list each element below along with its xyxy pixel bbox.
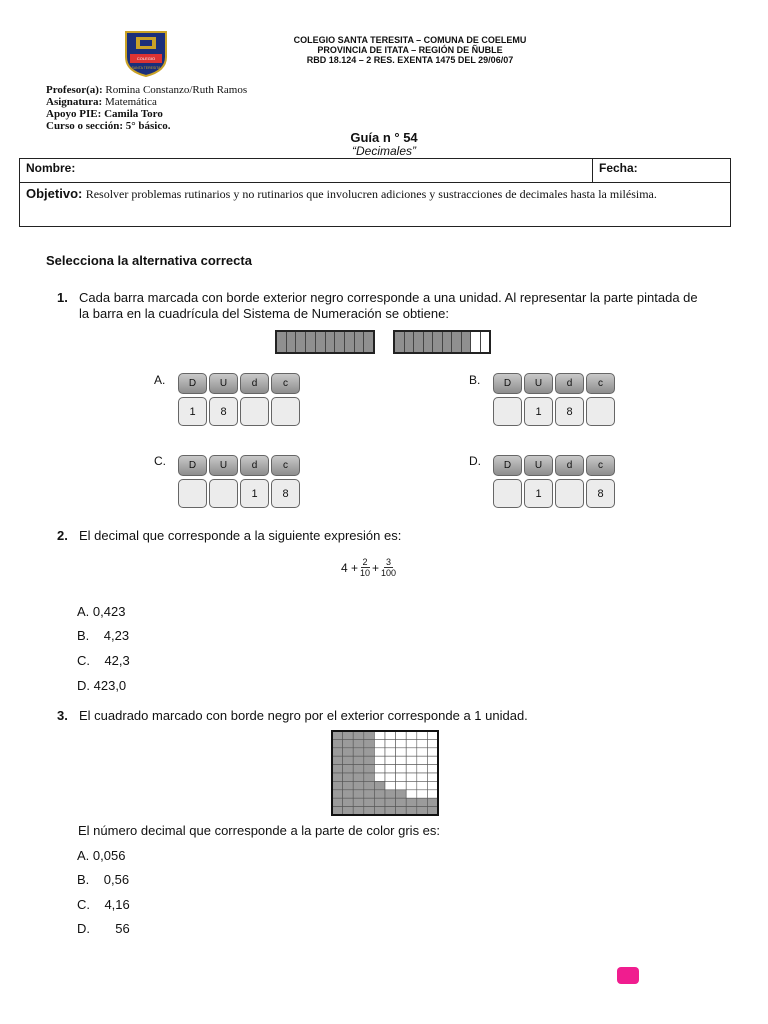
grid-square [417,807,428,815]
objective-cell [20,183,731,227]
header-cell: D [493,373,522,394]
grid-square [353,731,364,739]
grid-square [353,807,364,815]
grid-square [353,773,364,781]
grid-square [417,781,428,789]
subject-label: Asignatura: [46,96,103,108]
q2-expression [341,557,398,578]
guide-title: Guía n ° 54 [350,130,418,145]
q2-option-d[interactable] [77,678,126,693]
guide-subtitle: “Decimales” [351,144,416,158]
grid-square [332,756,343,764]
header-cell: U [209,373,238,394]
grid-square [385,798,396,806]
grid-square [353,765,364,773]
grid-square [364,748,375,756]
grid-square [427,765,438,773]
value-cell: 1 [178,397,207,426]
header-line-2: PROVINCIA DE ITATA – REGIÓN DE ÑUBLE [317,45,503,55]
grid-square [353,739,364,747]
header-cell: U [209,455,238,476]
q3-option-b[interactable] [77,872,129,887]
grid-square [396,731,407,739]
q3-option-a[interactable] [77,848,125,863]
q2-option-a[interactable] [77,604,125,619]
option-letter: A. [77,604,90,619]
teacher-value: Romina Constanzo/Ruth Ramos [105,84,248,96]
header-cell: U [524,373,553,394]
q1-option-c-grid[interactable] [178,455,300,508]
header-cell: c [586,455,615,476]
grid-square [364,731,375,739]
option-value: 0,56 [103,872,130,887]
grid-square [343,773,354,781]
unit-bar-full [275,330,375,354]
grid-square [396,748,407,756]
teacher-label: Profesor(a): [46,84,103,96]
grid-square [385,790,396,798]
numerator: 3 [386,557,392,567]
grid-square [406,765,417,773]
grid-square [406,807,417,815]
grid-square [332,748,343,756]
value-cell: 1 [524,479,553,508]
name-field[interactable] [20,159,593,183]
option-value: 0,423 [92,604,126,619]
value-cell: 1 [524,397,553,426]
grid-square [427,756,438,764]
grid-square [406,739,417,747]
date-field[interactable] [593,159,731,183]
pie-line [46,108,163,120]
svg-text:COLEGIO: COLEGIO [136,56,156,61]
date-label: Fecha: [599,161,638,175]
expr-whole: 4 + [341,560,359,575]
grid-square [406,731,417,739]
hundred-grid [331,730,439,821]
grid-square [427,773,438,781]
objective-text: Resolver problemas rutinarios y no rutinarios que involucren adiciones y sustracciones de decimales hasta la milésima. [85,187,657,201]
grid-square [364,781,375,789]
grid-square [343,765,354,773]
q3-option-d[interactable] [77,921,130,936]
subject-line [46,96,157,108]
grid-square [427,781,438,789]
header-cell: D [178,373,207,394]
grid-square [417,798,428,806]
grid-square [343,807,354,815]
value-cell [586,397,615,426]
q1-option-b-grid[interactable] [493,373,615,426]
grid-square [332,807,343,815]
header-cell: d [240,455,269,476]
grid-square [385,748,396,756]
value-cell [271,397,300,426]
option-value: 423,0 [93,678,127,693]
q1-number: 1. [57,290,68,305]
grid-square [343,748,354,756]
grid-square [396,773,407,781]
grid-square [374,765,385,773]
grid-square [332,790,343,798]
numerator: 2 [362,557,368,567]
header-cell: c [271,455,300,476]
option-value: 4,16 [104,897,130,912]
option-value: 4,23 [103,628,130,643]
pie-label: Apoyo PIE: [46,108,102,120]
value-cell [555,479,584,508]
option-value: 42,3 [104,653,130,668]
grid-square [427,798,438,806]
grid-square [332,739,343,747]
value-cell [240,397,269,426]
grid-square [427,739,438,747]
option-letter: C. [77,897,90,912]
header-cell: c [271,373,300,394]
expr-plus: + [372,560,380,575]
q1-option-b-letter: B. [469,373,481,387]
grid-square [332,765,343,773]
grid-square [364,739,375,747]
grid-square [353,756,364,764]
denominator: 10 [360,568,371,578]
grid-square [417,773,428,781]
grid-square [385,807,396,815]
q2-option-b[interactable] [77,628,129,643]
header-cell: d [240,373,269,394]
q3-number: 3. [57,708,68,723]
student-info-table [19,158,731,227]
grid-square [396,807,407,815]
grid-square [385,739,396,747]
option-letter: B. [77,872,90,887]
grid-square [427,748,438,756]
grid-square [353,781,364,789]
grid-square [385,781,396,789]
grid-square [417,790,428,798]
pie-value: Camila Toro [104,108,163,120]
grid-square [406,781,417,789]
grid-square [343,781,354,789]
grid-square [353,798,364,806]
q3-text: El cuadrado marcado con borde negro por el exterior corresponde a 1 unidad. [79,708,528,723]
grid-square [396,790,407,798]
option-letter: B. [77,628,90,643]
header-cell: d [555,373,584,394]
header-cell: D [178,455,207,476]
grid-square [396,765,407,773]
q1-option-d-grid[interactable] [493,455,615,508]
q1-option-a-letter: A. [154,373,166,387]
grid-square [396,756,407,764]
q1-option-d-letter: D. [469,454,481,468]
subject-value: Matemática [104,96,157,108]
name-label: Nombre: [26,161,76,175]
objective-label: Objetivo: [26,186,83,201]
grid-square [374,773,385,781]
option-letter: D. [77,921,90,936]
grid-square [406,798,417,806]
header-cell: c [586,373,615,394]
grid-square [396,798,407,806]
school-logo [122,29,170,77]
grid-square [427,731,438,739]
grid-square [332,731,343,739]
q2-text: El decimal que corresponde a la siguiente expresión es: [79,528,402,543]
section-title: Selecciona la alternativa correcta [46,253,252,268]
fraction-tenths [360,557,370,578]
option-letter: A. [77,848,90,863]
grid-square [364,798,375,806]
grid-square [417,748,428,756]
q2-option-c[interactable] [77,653,130,668]
value-cell: 8 [586,479,615,508]
option-value: 56 [115,921,130,936]
grid-square [406,756,417,764]
value-cell [493,397,522,426]
grid-square [343,739,354,747]
value-cell: 8 [271,479,300,508]
grid-square [374,748,385,756]
value-cell: 8 [209,397,238,426]
grid-square [427,807,438,815]
grid-square [396,781,407,789]
value-cell [209,479,238,508]
grid-square [406,748,417,756]
grid-square [385,756,396,764]
grid-square [343,790,354,798]
grid-square [417,756,428,764]
fraction-hundredths [381,557,396,578]
grid-square [427,790,438,798]
unit-bar-partial [393,330,491,354]
course-value: 5° básico. [125,120,171,132]
svg-text:SANTA TERESITA: SANTA TERESITA [131,66,161,70]
grid-square [353,790,364,798]
option-value: 0,056 [92,848,126,863]
value-cell: 1 [240,479,269,508]
q1-text: Cada barra marcada con borde exterior negro corresponde a una unidad. Al representar la parte pintada de la barra en la cuadrícula del Sistema de Numeración se obtiene: [79,290,698,321]
header-cell: D [493,455,522,476]
value-cell [178,479,207,508]
grid-square [332,773,343,781]
grid-square [417,739,428,747]
grid-square [364,790,375,798]
q1-option-a-grid[interactable] [178,373,300,426]
option-letter: C. [77,653,90,668]
grid-square [374,790,385,798]
option-letter: D. [77,678,90,693]
teacher-line [46,84,247,96]
header-line-3: RBD 18.124 – 2 RES. EXENTA 1475 DEL 29/06/07 [306,55,514,65]
grid-square [353,748,364,756]
grid-square [364,756,375,764]
grid-square [406,790,417,798]
grid-square [417,765,428,773]
grid-square [343,756,354,764]
grid-square [374,781,385,789]
header-cell: U [524,455,553,476]
grid-square [374,731,385,739]
q1-option-c-letter: C. [154,454,166,468]
grid-square [364,807,375,815]
grid-square [374,807,385,815]
grid-square [332,781,343,789]
grid-square [417,731,428,739]
pink-marker-icon [617,967,639,984]
grid-square [364,765,375,773]
q3-question: El número decimal que corresponde a la parte de color gris es: [78,823,441,838]
course-label: Curso o sección: [46,120,123,132]
header-cell: d [555,455,584,476]
value-cell [493,479,522,508]
grid-square [374,798,385,806]
denominator: 100 [381,568,397,578]
grid-square [406,773,417,781]
grid-square [374,739,385,747]
value-cell: 8 [555,397,584,426]
q3-option-c[interactable] [77,897,130,912]
q2-number: 2. [57,528,68,543]
grid-square [364,773,375,781]
grid-square [343,798,354,806]
grid-square [385,731,396,739]
grid-square [385,765,396,773]
grid-square [385,773,396,781]
grid-square [343,731,354,739]
grid-square [332,798,343,806]
grid-square [396,739,407,747]
grid-square [374,756,385,764]
header-line-1: COLEGIO SANTA TERESITA – COMUNA DE COELEMU [293,35,527,45]
